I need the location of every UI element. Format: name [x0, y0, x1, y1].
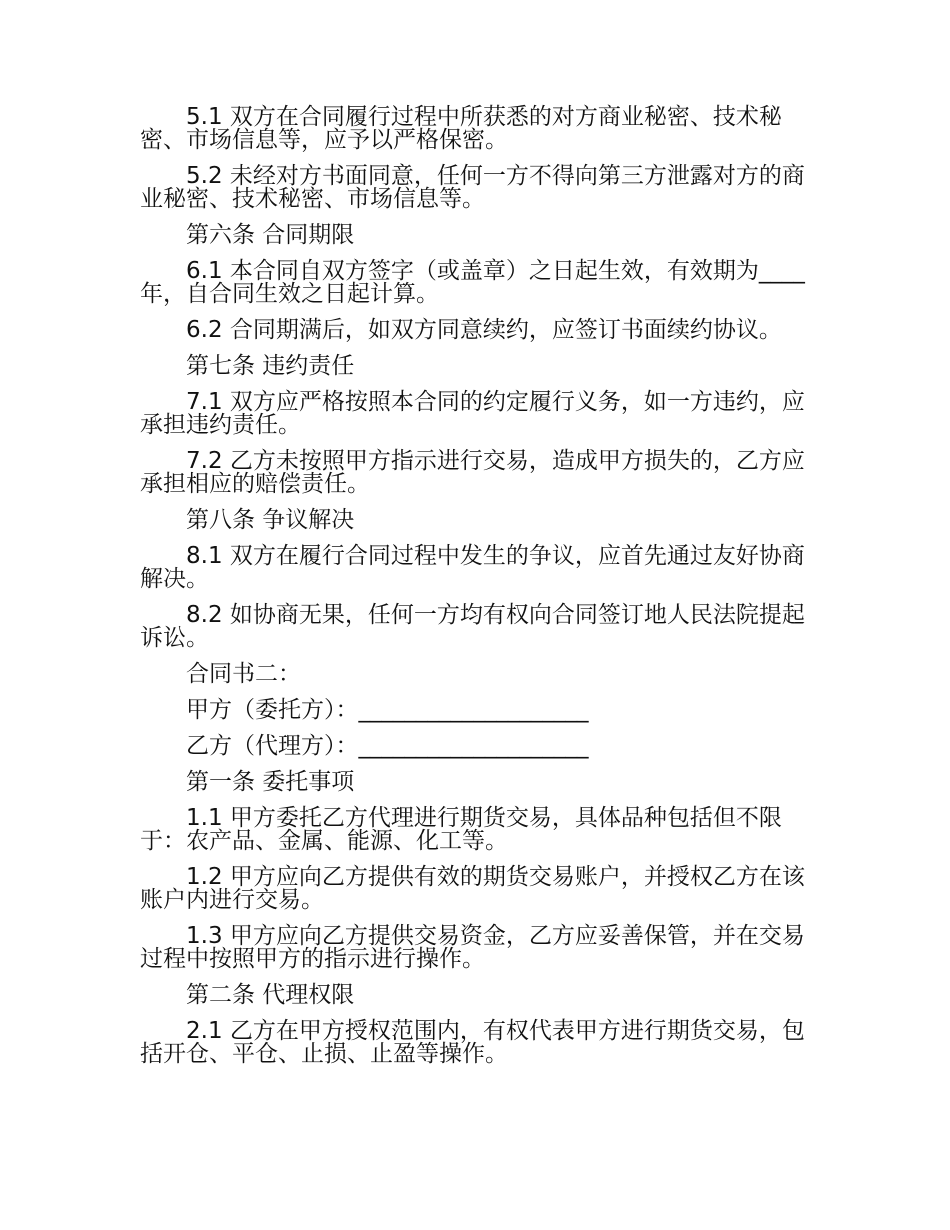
party-a-line: 甲方（委托方）：____________________: [186, 697, 589, 723]
article-7-heading: 第七条 违约责任: [186, 353, 355, 379]
clause-6-1: 6.1 本合同自双方签字（或盖章）之日起生效，有效期为____年，自合同生效之日起计算。: [140, 258, 805, 307]
article-2-heading: 第二条 代理权限: [186, 982, 355, 1008]
clause-1-2: 1.2 甲方应向乙方提供有效的期货交易账户，并授权乙方在该账户内进行交易。: [140, 864, 805, 913]
clause-6-2: 6.2 合同期满后，如双方同意续约，应签订书面续约协议。: [186, 317, 782, 343]
clause-1-1: 1.1 甲方委托乙方代理进行期货交易，具体品种包括但不限于：农产品、金属、能源、化工等。: [140, 805, 782, 854]
clause-1-3: 1.3 甲方应向乙方提供交易资金，乙方应妥善保管，并在交易过程中按照甲方的指示进行操作。: [140, 923, 805, 972]
clause-7-1: 7.1 双方应严格按照本合同的约定履行义务，如一方违约，应承担违约责任。: [140, 389, 805, 438]
clause-7-2: 7.2 乙方未按照甲方指示进行交易，造成甲方损失的，乙方应承担相应的赔偿责任。: [140, 448, 805, 497]
contract-two-title: 合同书二：: [186, 661, 301, 687]
article-8-heading: 第八条 争议解决: [186, 507, 355, 533]
clause-5-2: 5.2 未经对方书面同意，任何一方不得向第三方泄露对方的商业秘密、技术秘密、市场信息等。: [140, 163, 805, 212]
clause-8-2: 8.2 如协商无果，任何一方均有权向合同签订地人民法院提起诉讼。: [140, 602, 805, 651]
party-b-line: 乙方（代理方）：____________________: [186, 733, 589, 759]
clause-5-1: 5.1 双方在合同履行过程中所获悉的对方商业秘密、技术秘密、市场信息等，应予以严格保密。: [140, 104, 782, 153]
article-6-heading: 第六条 合同期限: [186, 222, 355, 248]
document-page: [140, 106, 805, 1079]
clause-8-1: 8.1 双方在履行合同过程中发生的争议，应首先通过友好协商解决。: [140, 543, 805, 592]
article-1-heading: 第一条 委托事项: [186, 769, 355, 795]
clause-2-1: 2.1 乙方在甲方授权范围内，有权代表甲方进行期货交易，包括开仓、平仓、止损、止盈等操作。: [140, 1018, 805, 1067]
